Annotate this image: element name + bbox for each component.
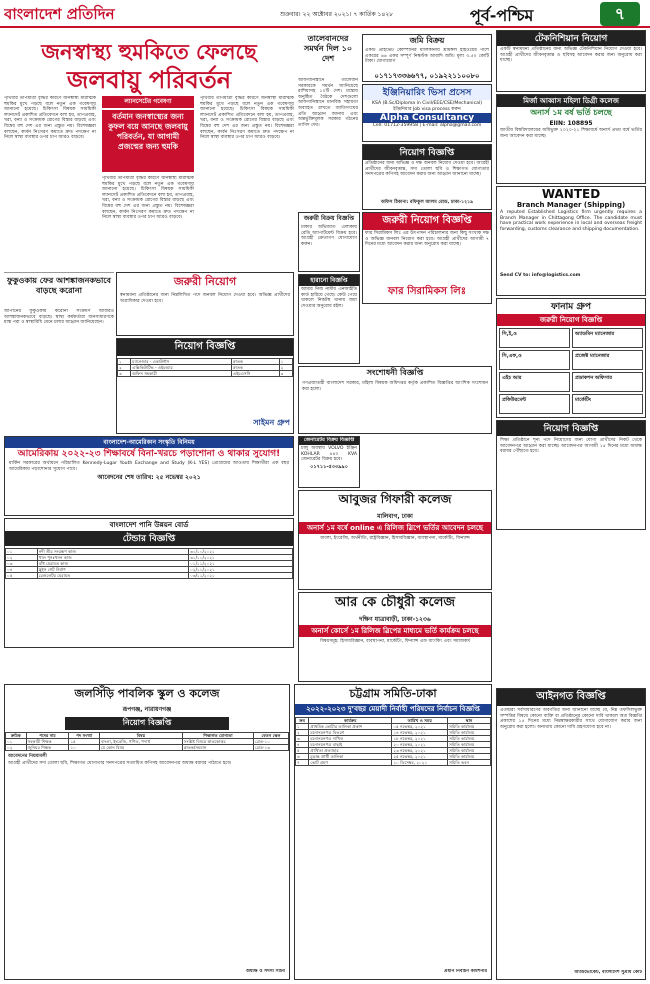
- wanted-title: WANTED: [541, 187, 601, 201]
- lead-subhead: ল্যানসেটের গবেষণা: [102, 96, 194, 108]
- lead-body-col2: পৃথিবীর তাপমাত্রা বৃদ্ধির কারণে জনস্বাস্থ্য মারাত্মক হুমকির মুখে পড়ছে বলে নতুন এক গবেষণায় জানানো হয়েছে। চিকিৎসা বিষয়ক সাময়িকী ল্যানসেট প্রকাশিত প্রতিবেদনে বলা হয়, তাপপ্রবাহ, খরা, বন্যা ও সংক্রামক রোগের বিস্তার বাড়ছে এবং বিশ্বের বহু দেশ এর জন্য প্রস্তুত নয়। বিশেষজ্ঞরা বলছেন, কার্বন নিঃসরণ কমাতে দ্রুত পদক্ষেপ না নিলে স্বাস্থ্য ব্যবস্থার ওপর চাপ আরও বাড়বে।: [102, 176, 194, 221]
- technician-body: একটি স্বনামধন্য প্রতিষ্ঠানের জন্য অভিজ্ঞ টেকনিশিয়ান নিয়োগ দেওয়া হবে। আগ্রহী প্রার্থীদের জীবনবৃত্তান্ত ও ছবিসহ আবেদন করার জন্য অনুরোধ করা যাচ্ছে।: [500, 47, 642, 64]
- saiman-job-ad: [116, 338, 294, 434]
- table-header: পদ সংখ্যা: [69, 733, 100, 739]
- masthead: [0, 0, 650, 28]
- gifari-college-ad: [298, 490, 492, 590]
- table-cell: সমিতি কার্যালয়: [448, 730, 491, 736]
- table-row: [296, 730, 491, 736]
- tender-table: [5, 548, 293, 579]
- table-cell: স্নাতক: [232, 359, 280, 365]
- table-cell: ১৪ নভেম্বর, ২০২১: [392, 730, 448, 736]
- engineering-title: ইঞ্জিনিয়ারিং ভিসা প্রসেস: [363, 85, 491, 100]
- gifari-place: মালিবাগ, ঢাকা: [377, 513, 413, 520]
- table-row: [296, 724, 491, 730]
- legal-notice-body: এতদ্বারা সর্বসাধারণের অবগতির জন্য জানানো যাচ্ছে যে, নিম্ন তফসিলভুক্ত সম্পত্তির বিষয়ে কোনো ব্যক্তি বা প্রতিষ্ঠানের কোনো দাবি থাকলে অত্র বিজ্ঞপ্তি প্রকাশের ১৫ দিনের মধ্যে নিম্নস্বাক্ষরকারীর সাথে যোগাযোগ করার জন্য অনুরোধ করা হলো। অন্যথায় কোনো দাবি গ্রহণযোগ্য হবে না।: [500, 708, 642, 730]
- mohila-college-sub: অনার্স ১ম বর্ষ ভর্তি চলছে: [530, 108, 612, 117]
- saiman-company: সাইমন গ্রুপ: [253, 418, 290, 427]
- table-row: [6, 573, 293, 579]
- urgent-job-title: জরুরী নিয়োগ: [173, 275, 237, 288]
- table-cell: ৫: [296, 748, 309, 754]
- table-cell: ০২/১১/২০২১: [189, 567, 293, 573]
- apartment-body: ঢাকার অভিজাত এলাকায় রেডি অ্যাপার্টমেন্ট বিক্রয় হবে। আগ্রহী ক্রেতাগণ যোগাযোগ করুন।: [301, 225, 357, 247]
- taliban-body: আফগানিস্তানে তালেবান সরকারকে সমর্থন জানিয়েছে রাশিয়াসহ ১০টি দেশ। মস্কোয় অনুষ্ঠিত বৈঠকে দেশগুলো আফগানিস্তানে মানবিক সহায়তা অব্যাহত রাখতে জাতিসংঘের প্রতি আহ্বান জানায় এবং অন্তর্ভুক্তিমূলক সরকার গঠনের তাগিদ দেয়।: [298, 78, 358, 128]
- urgent-job-body: স্বনামধন্য প্রতিষ্ঠানের জন্য নিম্নলিখিত পদে জনবল নিয়োগ দেওয়া হবে। অভিজ্ঞ প্রার্থীদের অগ্রাধিকার দেওয়া হবে।: [120, 293, 290, 304]
- far-ceramics-ad: [362, 212, 492, 304]
- table-row: [296, 742, 491, 748]
- correction-title: সংশোধনী বিজ্ঞপ্তি: [366, 368, 424, 377]
- table-cell: ০৫ নভেম্বর, ২০২১: [392, 724, 448, 730]
- table-cell: স্নাতক/সমমান: [182, 745, 253, 751]
- table-cell: গ্রেড-১৩: [254, 745, 289, 751]
- masthead-logo: বাংলাদেশ প্রতিদিন: [4, 5, 115, 23]
- table-cell: বাংলা, ইংরেজি, গণিত, পদার্থ: [99, 739, 182, 745]
- table-header: বেতন স্কেল: [254, 733, 289, 739]
- table-cell: ০৪: [6, 567, 38, 573]
- table-cell: ৩: [279, 371, 292, 377]
- generator-phone: ০১৭১১-৫৩৩৯৯০: [310, 463, 348, 470]
- land-sale-ad: [362, 34, 492, 82]
- generator-body: চালু অবস্থায় VOLVO ইঞ্জিন KOHLAR ৪৪০ KVA জেনারেটর বিক্রয় হবে।: [301, 446, 357, 463]
- table-cell: মনোনয়নপত্র বাছাই: [309, 742, 392, 748]
- usa-body: মার্কিন সরকারের অর্থায়নে পরিচালিত Kennedy-Lugar Youth Exchange and Study (K-L YES) প্রোগ্রামের আওতায় শিক্ষার্থীরা এক বছর আমেরিকায় পড়াশোনার সুযোগ পাবে।: [9, 461, 289, 472]
- page-number: ৭: [600, 2, 640, 26]
- saiman-table: [117, 358, 293, 377]
- table-row: [6, 745, 289, 751]
- apartment-ad: [298, 212, 360, 272]
- table-cell: ০২: [6, 745, 27, 751]
- table-cell: ০৩: [6, 561, 38, 567]
- fanam-grid: [497, 326, 645, 416]
- urgent-job-ad: [116, 272, 294, 336]
- lead-story: [4, 34, 294, 269]
- table-cell: স্নাতক: [232, 365, 280, 371]
- table-header: পদের নাম: [26, 733, 69, 739]
- table-cell: রেগুলেটর মেরামত: [37, 573, 188, 579]
- fanam-position: মার্কেটিং: [572, 394, 643, 414]
- masthead-date: শুক্রবার। ২২ অক্টোবর ২০২১। ৭ কার্তিক ১৪২৮: [280, 11, 394, 18]
- table-cell: ২৩ নভেম্বর, ২০২১: [392, 748, 448, 754]
- job-ad-1-address: অফিস ঠিকানা: রফিকুল আলম রোড, ঢাকা-১২১৯: [380, 200, 474, 205]
- technician-ad: [496, 30, 646, 92]
- engineering-sub: KSA (B.Sc/Diploma in Civil/EEE/CSE/Mechanical) ইঞ্জিনিয়ার Job visa process করুন: [372, 101, 482, 112]
- gifari-title: আবুজর গিফারী কলেজ: [338, 492, 452, 506]
- table-header: কার্যক্রম: [309, 718, 392, 724]
- table-cell: প্রাথমিক ভোটার তালিকা প্রকাশ: [309, 724, 392, 730]
- lead-headline-2: জলবায়ু পরিবর্তন: [66, 65, 232, 94]
- land-sale-phone: ০১৭১৭৩৩৬৬৭৭, ০১৯২২১১০০৮০: [374, 72, 480, 80]
- job-ad-right-title: নিয়োগ বিজ্ঞপ্তি: [497, 421, 645, 436]
- fanam-position: প্রডাকশন অফিসার: [572, 372, 643, 392]
- mohila-college-title: মির্জা আব্বাস মহিলা ডিগ্রী কলেজ: [497, 95, 645, 107]
- job-ad-1-title: নিয়োগ বিজ্ঞপ্তি: [363, 145, 491, 160]
- table-header: শিক্ষাগত যোগ্যতা: [182, 733, 253, 739]
- lead-body-col3: পৃথিবীর তাপমাত্রা বৃদ্ধির কারণে জনস্বাস্থ্য মারাত্মক হুমকির মুখে পড়ছে বলে নতুন এক গবেষণায় জানানো হয়েছে। চিকিৎসা বিষয়ক সাময়িকী ল্যানসেট প্রকাশিত প্রতিবেদনে বলা হয়, তাপপ্রবাহ, খরা, বন্যা ও সংক্রামক রোগের বিস্তার বাড়ছে এবং বিশ্বের বহু দেশ এর জন্য প্রস্তুত নয়। বিশেষজ্ঞরা বলছেন, কার্বন নিঃসরণ কমাতে দ্রুত পদক্ষেপ না নিলে স্বাস্থ্য ব্যবস্থার ওপর চাপ আরও বাড়বে।: [200, 96, 294, 141]
- job-ad-right: [496, 420, 646, 530]
- samity-sub: ২০২২-২০২৩ দু’বছর মেয়াদী নির্বাহী পরিষদের নির্বাচন বিজ্ঞপ্তি: [295, 704, 491, 715]
- correction-notice: [298, 366, 492, 434]
- joldhori-apply-title: আবেদনের নিয়মাবলী: [8, 754, 47, 759]
- rk-banner: অনার্স কোর্সে ১ম রিলিজ স্লিপের মাধ্যমে ভর্তি কার্যক্রম চলছে: [299, 625, 491, 637]
- joldhori-sub: নিয়োগ বিজ্ঞপ্তি: [65, 717, 229, 730]
- table-header: ক্রমিক: [6, 733, 27, 739]
- fanam-position: এইচ আর: [499, 372, 570, 392]
- table-cell: ০১/১১/২০২১: [189, 561, 293, 567]
- joldhori-place: রূপগঞ্জ, নারায়ণগঞ্জ: [122, 706, 172, 713]
- far-ceramics-body: ফার সিরামিকস লিঃ এর উৎপাদন পরিচালনার জন্য কিছু সংখ্যক দক্ষ ও অভিজ্ঞ জনবল নিয়োগ করা হবে। আগ্রহী প্রার্থীদের আগামী ৭ দিনের মধ্যে আবেদন করার জন্য অনুরোধ করা যাচ্ছে।: [365, 231, 489, 248]
- table-cell: ৬: [296, 754, 309, 760]
- mohila-college-ad: [496, 94, 646, 184]
- joldhori-title: জলসিঁড়ি পাবলিক স্কুল ও কলেজ: [74, 687, 220, 700]
- wanted-ad: [496, 186, 646, 296]
- fanam-position: সি,ই,ও: [499, 328, 570, 348]
- table-row: [296, 736, 491, 742]
- table-cell: ০২: [6, 555, 38, 561]
- table-cell: ০৫: [6, 573, 38, 579]
- table-cell: ২: [279, 365, 292, 371]
- table-cell: সমিতি কার্যালয়: [448, 724, 491, 730]
- tender-notice: [4, 518, 294, 648]
- samity-table: [295, 717, 491, 766]
- samity-sign: প্রধান নির্বাচন কমিশনার: [444, 969, 487, 975]
- table-cell: জুনিয়র শিক্ষক: [26, 745, 69, 751]
- joldhori-school-ad: [4, 684, 290, 980]
- table-header: স্থান: [448, 718, 491, 724]
- usa-banner: বাংলাদেশ-আমেরিকান সংস্কৃতি বিনিময়: [5, 437, 293, 448]
- table-cell: ১০ ডিসেম্বর, ২০২১: [392, 760, 448, 766]
- table-row: [296, 754, 491, 760]
- mohila-college-body: জাতীয় বিশ্ববিদ্যালয়ের অধিভুক্ত ২০২০-২১ শিক্ষাবর্ষে অনার্স প্রথম বর্ষে ভর্তির জন্য আবেদন করা যাচ্ছে।: [500, 128, 642, 139]
- taliban-headline: তালেবানদের সমর্থন দিল ১০ দেশ: [303, 34, 353, 63]
- table-cell: সংশ্লিষ্ট বিষয়ে স্নাতকোত্তর: [182, 739, 253, 745]
- technician-title: টেকনিশিয়ান নিয়োগ: [497, 31, 645, 46]
- table-cell: ২৫ নভেম্বর, ২০২১: [392, 754, 448, 760]
- table-cell: ৪: [296, 742, 309, 748]
- chattogram-samity-notice: [294, 684, 492, 980]
- rk-college-ad: [298, 592, 492, 682]
- wanted-contact: Send CV to: info@logistics.com: [500, 273, 581, 278]
- table-cell: সমিতি কার্যালয়: [448, 748, 491, 754]
- legal-notice-title: আইনগত বিজ্ঞপ্তি: [497, 689, 645, 706]
- table-cell: এইচএসসি: [232, 371, 280, 377]
- table-cell: ৩: [296, 736, 309, 742]
- job-ad-1-body: প্রতিষ্ঠানের জন্য অভিজ্ঞ ও দক্ষ জনবল নিয়োগ দেওয়া হবে। আগ্রহী প্রার্থীদের জীবনবৃত্তান্ত, সদ্য তোলা ছবি ও শিক্ষাগত যোগ্যতার সনদপত্রের কপিসহ আবেদন করার জন্য আহ্বান জানানো যাচ্ছে।: [365, 161, 489, 178]
- fanam-position: প্রকিউরমেন্ট: [499, 394, 570, 414]
- table-cell: মনোনয়নপত্র দাখিল: [309, 736, 392, 742]
- table-cell: চূড়ান্ত প্রার্থী তালিকা: [309, 754, 392, 760]
- table-cell: ৭: [296, 760, 309, 766]
- engineering-company: Alpha Consultancy: [363, 113, 491, 123]
- table-cell: নদী তীর সংরক্ষণ কাজ: [37, 549, 188, 555]
- table-cell: গ্রেড-১০: [254, 739, 289, 745]
- generator-sale-ad: [298, 436, 360, 488]
- generator-title: জেনারেটর বিক্রয় বিজ্ঞপ্তি: [299, 437, 359, 445]
- table-header: তারিখ ও সময়: [392, 718, 448, 724]
- table-cell: যে কোন বিষয়: [99, 745, 182, 751]
- fanam-position: প্রজেক্ট ম্যানেজার: [572, 350, 643, 370]
- table-cell: ০১: [6, 739, 27, 745]
- legal-notice: [496, 688, 646, 980]
- wanted-sub: Branch Manager (Shipping): [516, 201, 626, 209]
- mohila-college-code: EIIN: 108895: [549, 120, 593, 127]
- usa-title: আমেরিকায় ২০২২-২৩ শিক্ষাবর্ষে বিনা-খরচে পড়াশোনা ও থাকার সুযোগ!: [17, 449, 281, 459]
- table-cell: প্রার্থিতা প্রত্যাহার: [309, 748, 392, 754]
- fanam-title: ফানাম গ্রুপ: [551, 302, 591, 312]
- table-cell: ম্যানেজার - একাউন্টস: [131, 359, 232, 365]
- lead-headline-1: জনস্বাস্থ্য হুমকিতে ফেলছে: [41, 39, 257, 64]
- fukuoka-body: জাপানের ফুকুওকায় করোনা সংক্রমণ আবারও আশঙ্কাজনকভাবে বাড়ছে। স্বাস্থ্য কর্মকর্তারা জনসাধারণকে মাস্ক পরা ও স্বাস্থ্যবিধি মেনে চলার আহ্বান জানিয়েছেন।: [4, 309, 114, 326]
- table-cell: ২: [296, 730, 309, 736]
- usa-deadline: আবেদনের শেষ তারিখ: ২৫ নভেম্বর ২০২১: [97, 474, 201, 482]
- table-cell: ১০: [69, 745, 100, 751]
- lost-notice-body: আমার নিজ নামীয় এনআইডি কার্ড হারিয়ে গেছে। কেউ পেয়ে থাকলে নিকটস্থ থানায় জমা দেওয়ার অনুরোধ রইল।: [301, 287, 357, 309]
- table-cell: সমিতি কার্যালয়: [448, 754, 491, 760]
- table-cell: ১: [296, 724, 309, 730]
- table-cell: ১৫: [69, 739, 100, 745]
- correction-body: গণপ্রজাতন্ত্রী বাংলাদেশ সরকার, মহিলা বিষয়ক অধিদপ্তর কর্তৃক প্রকাশিত বিজ্ঞপ্তির আংশিক সংশোধন করা হলো।: [302, 381, 488, 392]
- fukuoka-story: [4, 272, 114, 412]
- table-cell: ১৮ নভেম্বর, ২০২১: [392, 736, 448, 742]
- fukuoka-headline: ফুকুওকায় ফের আশঙ্কাজনকভাবে বাড়ছে করোনা: [7, 276, 111, 295]
- gifari-banner: অনার্স ১ম বর্ষে online এ রিলিজ স্লিপে ভর্তির আবেদন চলছে: [299, 522, 491, 534]
- rk-place: দক্ষিণ যাত্রাবাড়ী, ঢাকা-১২৩৬: [359, 616, 431, 623]
- rk-title: আর কে চৌধুরী কলেজ: [334, 595, 456, 610]
- lead-body-col1: পৃথিবীর তাপমাত্রা বৃদ্ধির কারণে জনস্বাস্থ্য মারাত্মক হুমকির মুখে পড়ছে বলে নতুন এক গবেষণায় জানানো হয়েছে। চিকিৎসা বিষয়ক সাময়িকী ল্যানসেট প্রকাশিত প্রতিবেদনে বলা হয়, তাপপ্রবাহ, খরা, বন্যা ও সংক্রামক রোগের বিস্তার বাড়ছে এবং বিশ্বের বহু দেশ এর জন্য প্রস্তুত নয়। বিশেষজ্ঞরা বলছেন, কার্বন নিঃসরণ কমাতে দ্রুত পদক্ষেপ না নিলে স্বাস্থ্য ব্যবস্থার ওপর চাপ আরও বাড়বে।: [4, 96, 96, 141]
- table-cell: ২০ নভেম্বর, ২০২১: [392, 742, 448, 748]
- engineering-visa-ad: [362, 84, 492, 142]
- samity-title: চট্টগ্রাম সমিতি-ঢাকা: [349, 687, 437, 700]
- table-cell: ২: [118, 365, 131, 371]
- table-cell: অফিস সহকারী: [131, 371, 232, 377]
- table-cell: সহকারী শিক্ষক: [26, 739, 69, 745]
- wanted-body: A reputed Established Logistics firm urgently requires a Branch Manager in Chittagong Office. The candidate must have practical work experience in local and overseas freight forwarding, customs clearance and shipping documentation.: [500, 210, 642, 232]
- table-cell: ১: [118, 359, 131, 365]
- table-cell: মনোনয়নপত্র বিতরণ: [309, 730, 392, 736]
- table-cell: ৩০/১০/২০২১: [189, 549, 293, 555]
- joldhori-sign: অধ্যক্ষ ও সদস্য সচিব: [246, 969, 285, 975]
- rk-subjects: বিষয়সমূহ: হিসাববিজ্ঞান, ব্যবস্থাপনা, মার্কেটিং, ফিন্যান্স এন্ড ব্যাংকিং এবং সমাজকর্ম: [320, 639, 470, 644]
- land-sale-body: একটি প্রাইভেট কোম্পানির মালিকানায় শ্রীমঙ্গল হাইওয়ের পাশে একরের ৬৬ একর সম্পূর্ণ নিষ্কণ্টক আবাদি জমি। মূল্য ৩.৫০ কোটি টাকা। যোগাযোগ: [365, 48, 489, 65]
- table-row: [296, 760, 491, 766]
- table-header: বিষয়: [99, 733, 182, 739]
- section-title: পূর্ব-পশ্চিম: [470, 6, 534, 25]
- table-cell: ৩১/১০/২০২১: [189, 555, 293, 561]
- joldhori-apply: আগ্রহী প্রার্থীদের সদ্য তোলা ছবি, শিক্ষাগত যোগ্যতার সনদপত্রের সত্যায়িত কপিসহ আবেদনপত্র অধ্যক্ষ বরাবর পাঠাতে হবে।: [8, 760, 232, 766]
- lead-quote: বর্তমান জনস্বাস্থ্যের জন্য কুফল বয়ে আনছে জলবায়ু পরিবর্তন, যা আগামী প্রজন্মের জন্য হুমকি: [102, 110, 194, 172]
- land-sale-title: জমি বিক্রয়: [409, 36, 445, 45]
- table-row: [118, 371, 293, 377]
- table-cell: এক্সিকিউটিভ - এইচআর: [131, 365, 232, 371]
- table-cell: সমিতি কার্যালয়: [448, 736, 491, 742]
- far-ceramics-company: ফার সিরামিকস লিঃ: [387, 286, 467, 297]
- tender-org: বাংলাদেশ পানি উন্নয়ন বোর্ড: [109, 521, 189, 529]
- legal-notice-sign: অ্যাডভোকেট, বাংলাদেশ সুপ্রীম কোর্ট: [574, 970, 642, 976]
- joldhori-table: [5, 732, 289, 751]
- lost-notice: [298, 274, 360, 364]
- table-cell: স্লুইস গেট নির্মাণ: [37, 567, 188, 573]
- gifari-subjects: বাংলা, ইংরেজি, অর্থনীতি, রাষ্ট্রবিজ্ঞান, হিসাববিজ্ঞান, ব্যবস্থাপনা, মার্কেটিং, ফিন্যান্স: [320, 536, 470, 541]
- table-cell: ৩: [118, 371, 131, 377]
- table-cell: সমিতি কার্যালয়: [448, 742, 491, 748]
- tender-title: টেন্ডার বিজ্ঞপ্তি: [5, 531, 293, 546]
- lost-notice-title: হারানো বিজ্ঞপ্তি: [299, 275, 359, 286]
- fanam-position: অ্যাডমিন ম্যানেজার: [572, 328, 643, 348]
- fanam-group-ad: [496, 298, 646, 418]
- usa-exchange-ad: [4, 436, 294, 516]
- job-ad-right-body: শিক্ষা প্রতিষ্ঠানে শূন্য পদে নিয়োগের জন্য যোগ্য প্রার্থীদের নিকট থেকে আবেদনপত্র আহ্বান করা যাচ্ছে। আবেদনপত্র আগামী ১৫ দিনের মধ্যে অধ্যক্ষ বরাবর পৌঁছাতে হবে।: [500, 438, 642, 455]
- table-row: [296, 748, 491, 754]
- table-cell: খাল পুনঃখনন কাজ: [37, 555, 188, 561]
- fanam-sub: জরুরী নিয়োগ বিজ্ঞপ্তি: [497, 314, 645, 326]
- job-ad-1: [362, 144, 492, 210]
- table-cell: ভোট গ্রহণ: [309, 760, 392, 766]
- saiman-title: নিয়োগ বিজ্ঞপ্তি: [117, 339, 293, 356]
- apartment-title: জরুরী বিক্রয় বিজ্ঞপ্তি: [303, 215, 355, 222]
- table-cell: বাঁধ মেরামত কাজ: [37, 561, 188, 567]
- table-header: ক্রম: [296, 718, 309, 724]
- far-ceramics-title: জরুরী নিয়োগ বিজ্ঞপ্তি: [363, 213, 491, 230]
- table-cell: ০১: [6, 549, 38, 555]
- table-cell: ১: [279, 359, 292, 365]
- fanam-position: সি,এফ,ও: [499, 350, 570, 370]
- table-cell: ০৩/১১/২০২১: [189, 573, 293, 579]
- engineering-contact: Cell: 01712-359958 | E-mail: alpha@gmail.com: [372, 123, 482, 129]
- table-cell: সমিতি ভবন: [448, 760, 491, 766]
